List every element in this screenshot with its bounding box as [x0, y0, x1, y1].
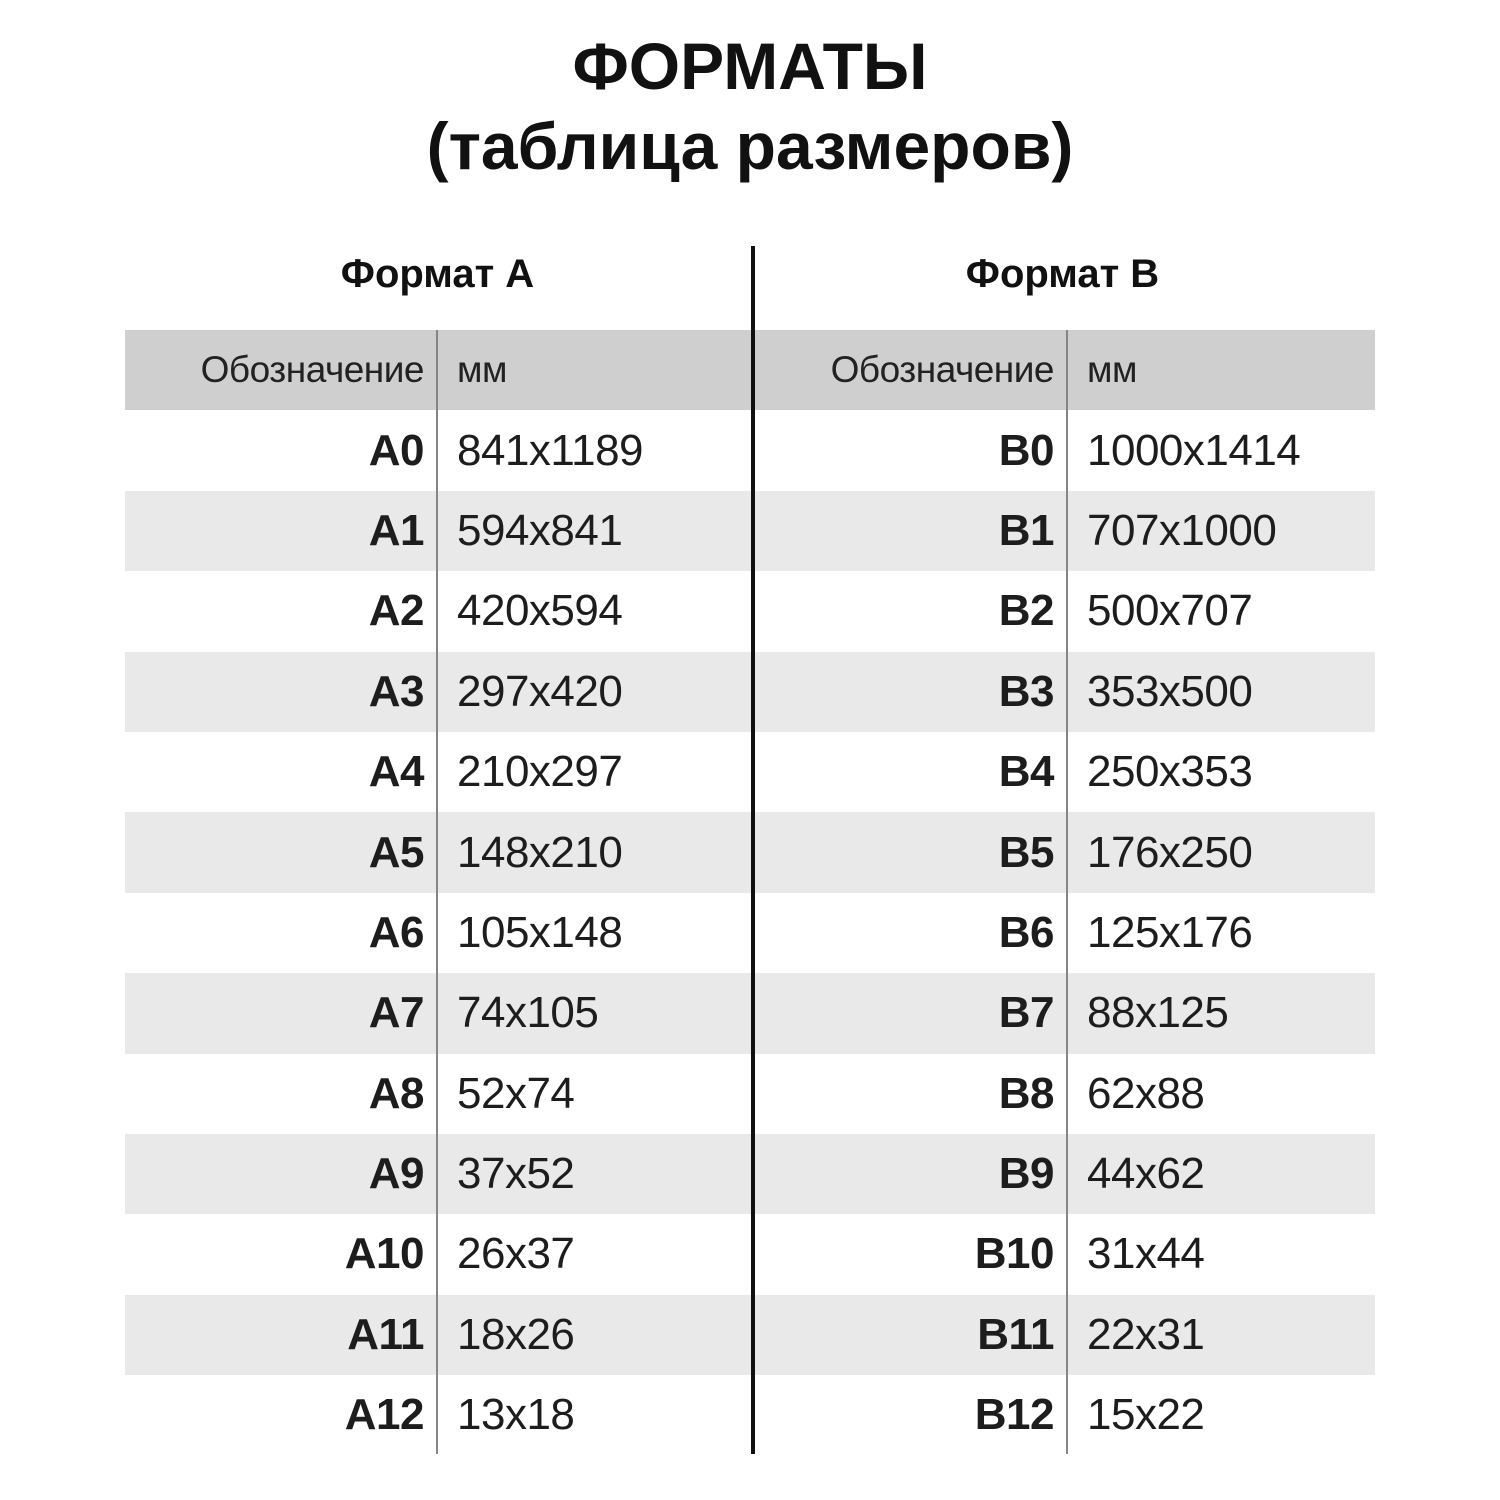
table-row [125, 893, 1375, 973]
b-format-code: B6 [998, 907, 1054, 957]
b-format-code: B9 [998, 1149, 1054, 1199]
page-title-line1: ФОРМАТЫ [572, 29, 928, 103]
b-mm-header: мм [1087, 349, 1137, 391]
b-size-mm: 353x500 [1087, 666, 1253, 716]
a-size-mm: 420x594 [457, 586, 623, 636]
a-format-code: A3 [368, 666, 424, 716]
a-size-mm: 594x841 [457, 505, 623, 555]
b-format-code: B3 [998, 666, 1054, 716]
a-size-mm: 18x26 [457, 1309, 575, 1359]
a-format-code: A5 [368, 827, 424, 877]
a-format-code: A11 [347, 1309, 424, 1359]
b-size-mm: 500x707 [1087, 586, 1253, 636]
b-size-mm: 15x22 [1087, 1390, 1205, 1440]
section-headers [125, 252, 1375, 297]
table-header-row [125, 330, 1375, 410]
format-a-heading: Формат А [340, 252, 535, 296]
b-format-code: B12 [974, 1390, 1054, 1440]
b-format-code: B11 [977, 1309, 1054, 1359]
a-format-code: A4 [368, 747, 424, 797]
a-size-mm: 148x210 [457, 827, 623, 877]
b-size-mm: 125x176 [1087, 907, 1253, 957]
a-format-code: A7 [368, 988, 424, 1038]
table-row [125, 571, 1375, 651]
page-title [0, 26, 1500, 186]
a-size-mm: 37x52 [457, 1149, 575, 1199]
b-size-mm: 22x31 [1087, 1309, 1205, 1359]
a-size-mm: 13x18 [457, 1390, 575, 1440]
b-format-code: B0 [998, 425, 1054, 475]
b-size-mm: 250x353 [1087, 747, 1253, 797]
a-size-mm: 105x148 [457, 907, 623, 957]
b-format-code: B4 [998, 747, 1054, 797]
b-designation-header: Обозначение [830, 349, 1054, 391]
table-row [125, 1054, 1375, 1134]
b-size-mm: 176x250 [1087, 827, 1253, 877]
b-size-mm: 44x62 [1087, 1149, 1205, 1199]
b-size-mm: 1000x1414 [1087, 425, 1301, 475]
b-size-mm: 707x1000 [1087, 505, 1277, 555]
b-size-mm: 31x44 [1087, 1229, 1205, 1279]
table-row [125, 812, 1375, 892]
a-size-mm: 52x74 [457, 1068, 575, 1118]
table-row [125, 973, 1375, 1053]
table-row [125, 652, 1375, 732]
a-designation-header: Обозначение [200, 349, 424, 391]
b-format-code: B8 [998, 1068, 1054, 1118]
a-format-code: A2 [368, 586, 424, 636]
a-format-code: A8 [368, 1068, 424, 1118]
b-format-code: B2 [998, 586, 1054, 636]
a-format-code: A10 [344, 1229, 424, 1279]
b-format-code: B10 [974, 1229, 1054, 1279]
b-format-code: B5 [998, 827, 1054, 877]
a-format-code: A1 [368, 505, 424, 555]
a-size-mm: 210x297 [457, 747, 623, 797]
a-format-code: A9 [368, 1149, 424, 1199]
b-format-code: B7 [998, 988, 1054, 1038]
formats-table [125, 330, 1375, 1455]
format-a-column-divider [436, 330, 438, 1454]
b-size-mm: 88x125 [1087, 988, 1229, 1038]
table-row [125, 1295, 1375, 1375]
a-size-mm: 297x420 [457, 666, 623, 716]
a-size-mm: 841x1189 [457, 425, 644, 475]
table-row [125, 1375, 1375, 1455]
table-row [125, 1214, 1375, 1294]
table-row [125, 491, 1375, 571]
a-size-mm: 74x105 [457, 988, 599, 1038]
format-b-column-divider [1066, 330, 1068, 1454]
format-b-heading: Формат B [965, 252, 1160, 296]
center-table-divider [751, 246, 755, 1454]
a-mm-header: мм [457, 349, 507, 391]
table-row [125, 410, 1375, 490]
a-size-mm: 26x37 [457, 1229, 575, 1279]
b-size-mm: 62x88 [1087, 1068, 1205, 1118]
b-format-code: B1 [998, 505, 1054, 555]
page-title-line2: (таблица размеров) [426, 109, 1074, 183]
a-format-code: A12 [344, 1390, 424, 1440]
table-row [125, 732, 1375, 812]
a-format-code: A6 [368, 907, 424, 957]
a-format-code: A0 [368, 425, 424, 475]
table-row [125, 1134, 1375, 1214]
